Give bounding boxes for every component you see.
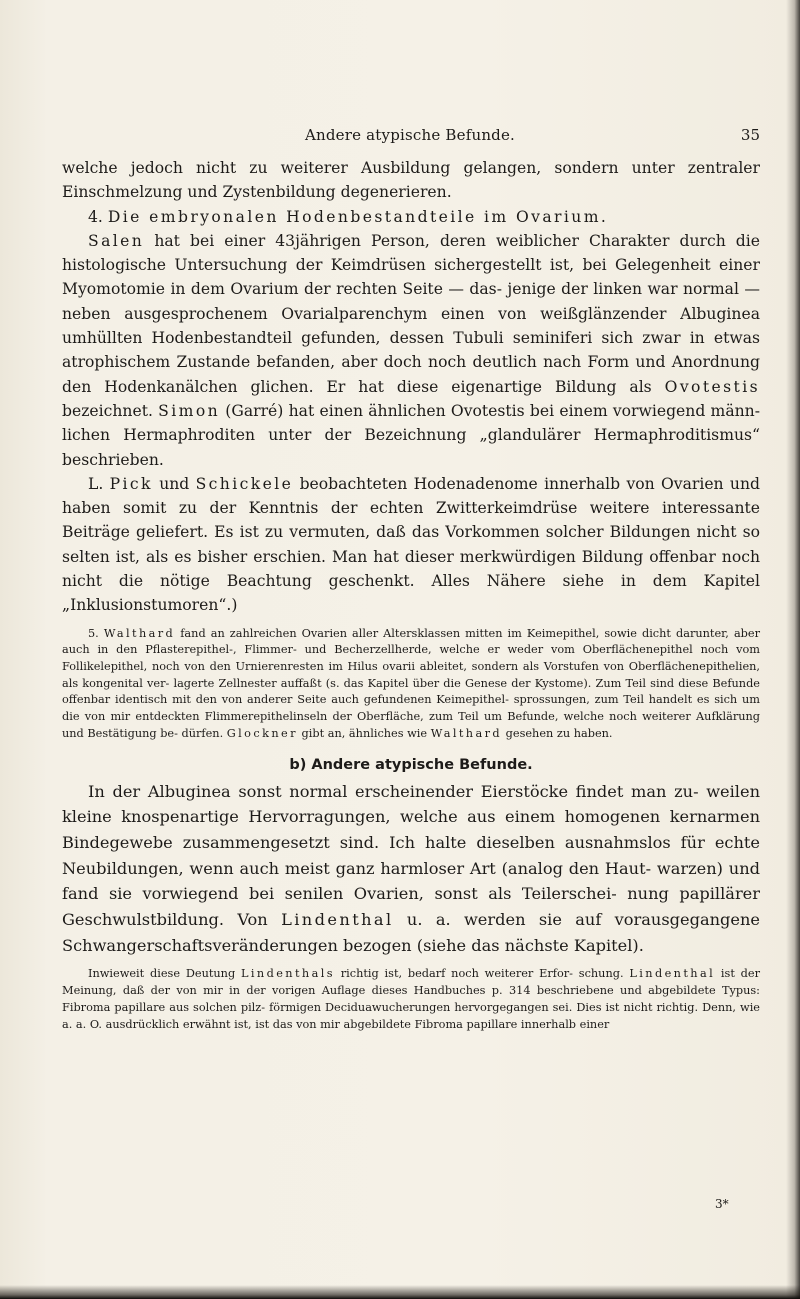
paragraph-text: (Garré) hat einen ähnlichen Ovotestis bei einem vorwiegend männ- lichen Hermaphroditen unter der Bezeichnung „glandulärer Hermaphroditismus“ beschrieben. (62, 401, 760, 469)
paragraph-text: L. (88, 474, 110, 493)
item-number: 5. (88, 626, 104, 640)
paragraph-text: gesehen zu haben. (502, 726, 613, 740)
author-name: Lindenthal (629, 967, 716, 981)
author-name: Glockner (226, 726, 298, 740)
subsection-title-4 (62, 205, 760, 229)
page-header (60, 126, 760, 146)
paragraph-continuation (62, 156, 760, 205)
paragraph-text: Inwieweit diese Deutung (88, 967, 241, 981)
paragraph-lindenthal-small (62, 966, 760, 1033)
page-edge-shadow-bottom (0, 1285, 800, 1299)
paragraph-salen (62, 229, 760, 472)
paragraph-text: hat bei einer 43jährigen Person, deren weiblicher Charakter durch die histologische Untersuchung der Keimdrüsen sichergestellt ist, bei Gelegenheit einer Myomotomie in dem Ovarium der rechten Seite — das- jenige der linken war normal — neben ausgesprochenem Ovarialparenchym einen von weißglänzender Albuginea umhüllten Hodenbestandteil gefunden, dessen Tubuli seminiferi sich zwar in etwas atrophischem Zustande befanden, aber doch noch deutlich nach Form und Anordnung den Hodenkanälchen glichen. Er hat diese eigenartige Bildung als (62, 231, 760, 396)
subsection-title-text: Die embryonalen Hodenbestandteile im Ovarium. (107, 207, 609, 226)
author-name: Pick (109, 474, 153, 493)
paragraph-text: und (152, 474, 196, 493)
author-name: Walthard (430, 726, 503, 740)
author-name: Lindenthal (281, 910, 394, 930)
author-name: Walthard (103, 626, 176, 640)
paragraph-text: beobachteten Hodenadenome innerhalb von Ovarien und haben somit zu der Kenntnis der echten Zwitterkeimdrüse weitere interessante Beiträge geliefert. Es ist zu vermuten, daß das Vorkommen solcher Bildungen nicht so selten ist, als es bisher erschien. Man hat dieser merkwürdigen Bildung offenbar noch nicht die nötige Beachtung geschenkt. Alles Nähere siehe in dem Kapitel „Inklusionstumoren“.) (62, 474, 760, 615)
page-number: 35 (740, 126, 760, 144)
author-name: Salen (88, 231, 145, 250)
term-ovotestis: Ovotestis (664, 377, 760, 396)
author-name: Lindenthals (240, 967, 335, 981)
paragraph-text: bezeichnet. (62, 401, 159, 420)
section-heading: b) Andere atypische Befunde. (289, 756, 533, 773)
paragraph-text: gibt an, ähnliches wie (297, 726, 431, 740)
author-name: Schickele (195, 474, 294, 493)
paragraph-text: u. a. werden sie auf vorausgegangene Schwangerschaftsveränderungen bezogen (siehe das nächste Kapitel). (62, 910, 760, 955)
page-edge-shadow-right (786, 0, 800, 1299)
subsection-number: 4. (88, 207, 103, 226)
paragraph-pick-schickele (62, 472, 760, 618)
paragraph-text: welche jedoch nicht zu weiterer Ausbildung gelangen, sondern unter zentraler Einschmelzung und Zystenbildung degenerieren. (62, 159, 760, 202)
running-title: Andere atypische Befunde. (304, 126, 516, 144)
paragraph-albuginea (62, 779, 760, 959)
paragraph-text: ist der Meinung, daß der von mir in der vorigen Auflage dieses Handbuches p. 314 beschriebene und abgebildete Typus: Fibroma papillare aus solchen pilz- förmigen Deciduawucherungen hervorgegangen sei. Dies ist nicht richtig. Denn, wie a. a. O. ausdrücklich erwähnt ist, ist das von mir abgebildete Fibroma papillare innerhalb einer (62, 967, 761, 1031)
author-name: Simon (158, 401, 221, 420)
signature-mark: 3* (715, 1197, 729, 1211)
paragraph-text: In der Albuginea sonst normal erscheinender Eierstöcke findet man zu- weilen kleine knospenartige Hervorragungen, welche aus einem homogenen kernarmen Bindegewebe zusammengesetzt sind. Ich halte dieselben ausnahmslos für echte Neubildungen, wenn auch meist ganz harmloser Art (analog den Haut- warzen) und fand sie vorwiegend bei senilen Ovarien, sonst als Teilerschei- nung papillärer Geschwulstbildung. Von (62, 781, 760, 930)
paragraph-text: fand an zahlreichen Ovarien aller Altersklassen mitten im Keimepithel, sowie dicht darunter, aber auch in den Pflasterepithel-, Flimmer- und Becherzellherde, welche er weder vom Oberflächenepithel noch vom Follikelepithel, noch von den Urnierenresten im Hilus ovarii ableitet, sondern als Vorstufen von Oberflächenepithelien, als kongenital ver- lagerte Zellnester auffaßt (s. das Kapitel über die Genese der Kystome). Zum Teil sind diese Befunde offenbar identisch mit den von anderer Seite auch gefundenen Keimepithel- sprossungen, zum Teil handelt es sich um die von mir entdeckten Flimmerepithelinseln der Oberfläche, zum Teil um Befunde, welche noch weiterer Aufklärung und Bestätigung be- dürfen. (62, 626, 760, 740)
paragraph-walthard-small (62, 626, 760, 743)
body-text (62, 156, 760, 1033)
paragraph-text: richtig ist, bedarf noch weiterer Erfor- schung. (334, 967, 630, 981)
